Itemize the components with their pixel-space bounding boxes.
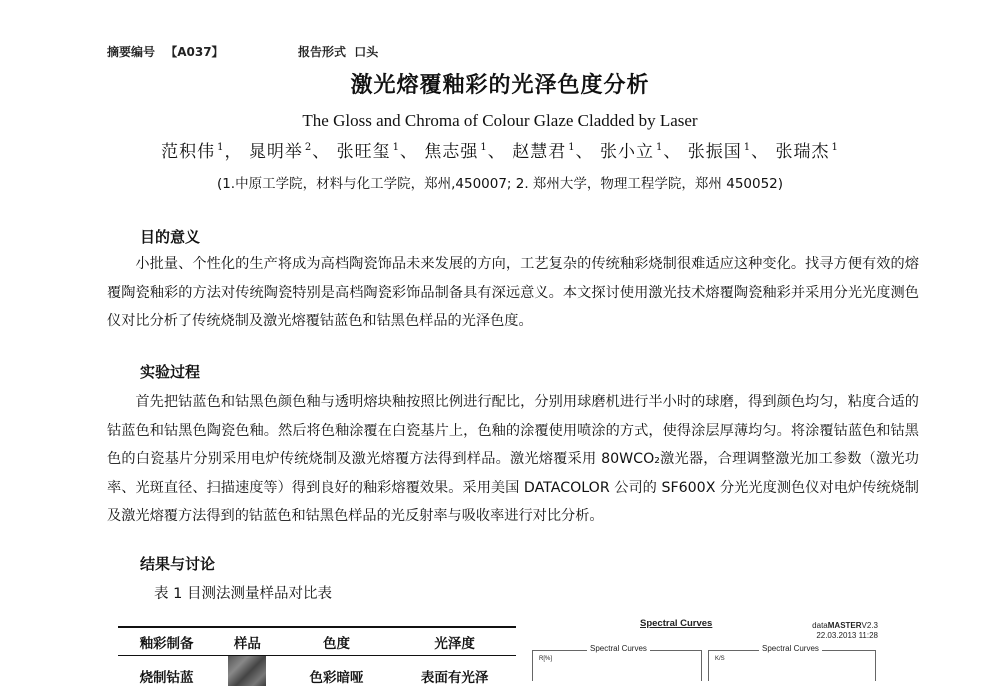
section-body-purpose: 小批量、个性化的生产将成为高档陶瓷饰品未来发展的方向，工艺复杂的传统釉彩烧制很难适应这种变化。找寻方便有效的熔覆陶瓷釉彩的方法对传统陶瓷特别是高档陶瓷彩饰品制备具有深远意义。本文探讨使用激光技术熔覆陶瓷釉彩并采用分光光度测色仪对比分析了传统烧制及激光熔覆钴蓝色和钴黑色样品的光泽色度。 — [107, 250, 919, 336]
axis-label: R[%] — [539, 656, 552, 662]
panel-title: Spectral Curves — [587, 644, 650, 653]
table-cell: 表面有光泽 — [393, 656, 516, 686]
author: 张小立 $^1$、 — [600, 142, 681, 162]
table-caption: 表 1 目测法测量样品对比表 — [154, 582, 332, 603]
column-header: 样品 — [215, 627, 280, 656]
report-form-value: 口头 — [354, 45, 378, 59]
table-cell: 色彩暗哑 — [280, 656, 394, 686]
column-header: 色度 — [280, 627, 394, 656]
axis-label: K/S — [715, 656, 725, 662]
panel-title: Spectral Curves — [759, 644, 822, 653]
table-cell: 烧制钴蓝 — [118, 656, 215, 686]
author: 晁明举 $^2$、 — [249, 142, 330, 162]
author: 张旺玺 $^1$、 — [337, 142, 418, 162]
ks-panel — [708, 650, 876, 681]
abstract-number-label: 摘要编号 — [107, 45, 155, 59]
comparison-table — [118, 626, 516, 686]
author: 范积伟 $^1$， — [161, 142, 242, 162]
section-heading-purpose: 目的意义 — [140, 226, 200, 247]
table-row — [118, 656, 516, 686]
sample-image — [215, 656, 280, 686]
author-list — [0, 137, 1000, 162]
section-body-experiment: 首先把钴蓝色和钴黑色颜色釉与透明熔块釉按照比例进行配比，分别用球磨机进行半小时的球磨，得到颜色均匀，粘度合适的钴蓝色和钴黑色陶瓷色釉。然后将色釉涂覆在白瓷基片上，色釉的涂覆使用喷涂的方式，使得涂层厚薄均匀。将涂覆钴蓝色和钴黑色的白瓷基片分别采用电炉传统烧制及激光熔覆方法得到样品。激光熔覆采用 80WCO₂激光器，合理调整激光加工参数（激光功率、光斑直径、扫描速度等）得到良好的釉彩熔覆效果。采用美国 DATACOLOR 公司的 SF600X 分光光度测色仪对电炉传统烧制及激光熔覆方法得到的钴蓝色和钴黑色样品的光反射率与吸收率进行对比分析。 — [107, 388, 919, 531]
measurement-datetime: 22.03.2013 11:28 — [816, 631, 878, 640]
software-version: dataMASTERV2.3 22.03.2013 11:28 — [812, 621, 878, 641]
author: 赵慧君 $^1$、 — [512, 142, 593, 162]
sample-swatch — [228, 656, 266, 686]
abstract-number-value: 【A037】 — [165, 45, 223, 59]
column-header: 光泽度 — [393, 627, 516, 656]
spectral-figure-title: Spectral Curves — [640, 618, 712, 629]
column-header: 釉彩制备 — [118, 627, 215, 656]
spectral-curves-figure — [528, 612, 878, 673]
section-heading-results: 结果与讨论 — [140, 553, 215, 574]
author: 张振国 $^1$、 — [688, 142, 769, 162]
report-form-label: 报告形式 — [298, 45, 346, 59]
affiliations: (1.中原工学院，材料与化工学院，郑州,450007; 2. 郑州大学，物理工程学院，郑州 450052) — [0, 172, 1000, 192]
reflectance-panel — [532, 650, 702, 681]
section-heading-experiment: 实验过程 — [140, 361, 200, 382]
table-header-row — [118, 627, 516, 656]
abstract-number — [107, 43, 224, 60]
author: 焦志强 $^1$、 — [424, 142, 505, 162]
paper-title-en: The Gloss and Chroma of Colour Glaze Cladded by Laser — [0, 111, 1000, 131]
paper-title-zh: 激光熔覆釉彩的光泽色度分析 — [0, 68, 1000, 99]
report-form — [298, 43, 378, 60]
author: 张瑞杰 $^1$ — [776, 142, 839, 162]
